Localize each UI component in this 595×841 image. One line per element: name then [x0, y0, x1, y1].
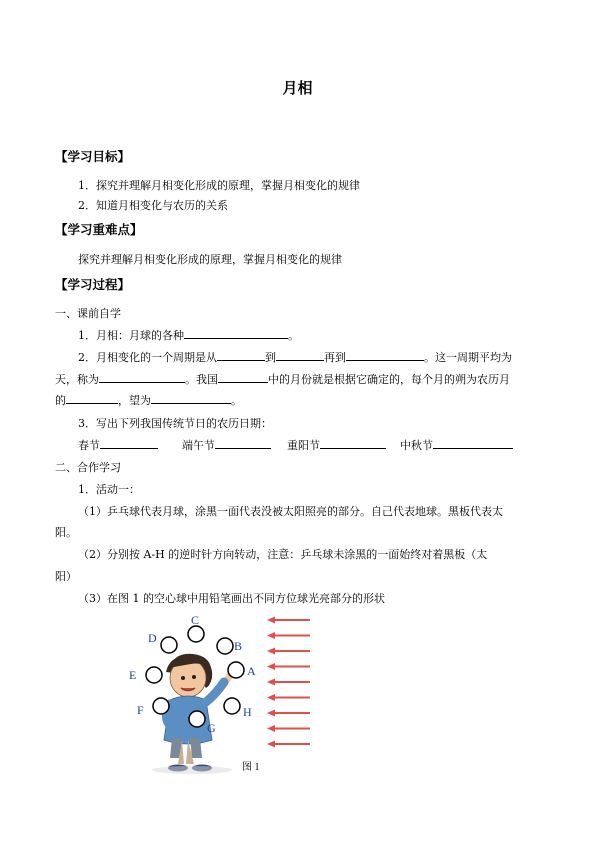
part2-heading: 二、合作学习 [55, 461, 121, 474]
q1-prefix: 1．月相：月球的各种 [78, 329, 184, 342]
sunlight-arrows [267, 617, 310, 748]
label-h: H [243, 705, 252, 719]
moon-ball-e[interactable] [146, 667, 162, 683]
answer-blank[interactable] [433, 437, 513, 449]
moon-ball-f[interactable] [153, 698, 169, 714]
festival-label: 春节 [78, 439, 100, 452]
sunlight-arrowhead [267, 632, 275, 639]
q2-text-g: 中的月份就是根据它确定的，每个月的朔为农历月 [268, 373, 510, 386]
q2-text-h: 的 [55, 394, 66, 407]
label-a: A [247, 664, 256, 678]
sunlight-arrowhead [267, 694, 275, 701]
moon-phase-figure [128, 608, 328, 778]
moon-ball-c[interactable] [188, 626, 204, 642]
goals-heading: 【学习目标】 [55, 149, 131, 164]
process-heading: 【学习过程】 [55, 277, 131, 292]
question-3: 3．写出下列我国传统节日的农历日期： [78, 417, 272, 430]
answer-blank[interactable] [215, 437, 271, 449]
sunlight-arrowhead [267, 648, 275, 655]
step-1-line-2: 阳。 [55, 526, 77, 539]
q2-text-i: ，望为 [118, 394, 151, 407]
answer-blank[interactable] [99, 371, 185, 383]
festival-row [78, 437, 513, 453]
label-g: G [207, 721, 216, 735]
answer-blank[interactable] [218, 371, 268, 383]
q2-text-j: 。 [231, 394, 242, 407]
part1-heading: 一、课前自学 [55, 307, 121, 320]
activity-heading: 1．活动一： [78, 483, 140, 496]
q1-suffix: 。 [288, 329, 299, 342]
question-1 [78, 327, 299, 343]
q2-text-e: 天，称为 [55, 373, 99, 386]
answer-blank[interactable] [217, 349, 265, 361]
step-2-line-1: （2）分别按 A-H 的逆时针方向转动，注意：乒乓球未涂黑的一面始终对着黑板（太 [78, 548, 488, 561]
question-2-line-3 [55, 392, 242, 408]
question-2-line-1 [78, 349, 512, 365]
festival-label: 重阳节 [287, 439, 320, 452]
moon-ball-b[interactable] [217, 638, 233, 654]
label-e: E [129, 668, 137, 682]
sunlight-arrowhead [267, 663, 275, 670]
label-d: D [148, 631, 157, 645]
q2-text-b: 到 [265, 351, 276, 364]
q2-text-d: 。这一周期平均为 [424, 351, 512, 364]
goal-item-2: 2．知道月相变化与农历的关系 [78, 199, 228, 212]
sunlight-arrowhead [267, 725, 275, 732]
sunlight-arrowhead [267, 679, 275, 686]
sunlight-arrowhead [267, 617, 275, 624]
page-title: 月相 [282, 79, 313, 97]
moon-ball-a[interactable] [228, 662, 244, 678]
answer-blank[interactable] [184, 327, 288, 339]
step-3: （3）在图 1 的空心球中用铅笔画出不同方位球光亮部分的形状 [78, 592, 385, 605]
goal-item-1: 1．探究并理解月相变化形成的原理，掌握月相变化的规律 [78, 179, 360, 192]
q2-text-a: 2．月相变化的一个周期是从 [78, 351, 217, 364]
moon-ball-h[interactable] [224, 698, 240, 714]
answer-blank[interactable] [320, 437, 386, 449]
label-f: F [137, 703, 144, 717]
key-text: 探究并理解月相变化形成的原理，掌握月相变化的规律 [78, 253, 342, 266]
question-2-line-2 [55, 371, 510, 387]
sunlight-arrowhead [267, 710, 275, 717]
moon-ball-g[interactable] [189, 711, 205, 727]
key-heading: 【学习重难点】 [55, 222, 143, 237]
festival-label: 端午节 [182, 439, 215, 452]
q2-text-c: 再到 [324, 351, 346, 364]
answer-blank[interactable] [151, 392, 231, 404]
answer-blank[interactable] [346, 349, 424, 361]
figure-caption: 图 1 [242, 762, 260, 773]
step-1-line-1: （1）乒乓球代表月球，涂黑一面代表没被太阳照亮的部分。自己代表地球。黑板代表太 [78, 505, 503, 518]
label-c: C [191, 613, 200, 627]
sunlight-arrowhead [267, 741, 275, 748]
q2-text-f: 。我国 [185, 373, 218, 386]
answer-blank[interactable] [66, 392, 118, 404]
step-2-line-2: 阳） [55, 570, 77, 583]
moon-ball-d[interactable] [161, 637, 177, 653]
answer-blank[interactable] [276, 349, 324, 361]
answer-blank[interactable] [100, 437, 158, 449]
festival-label: 中秋节 [400, 439, 433, 452]
label-b: B [234, 639, 243, 653]
